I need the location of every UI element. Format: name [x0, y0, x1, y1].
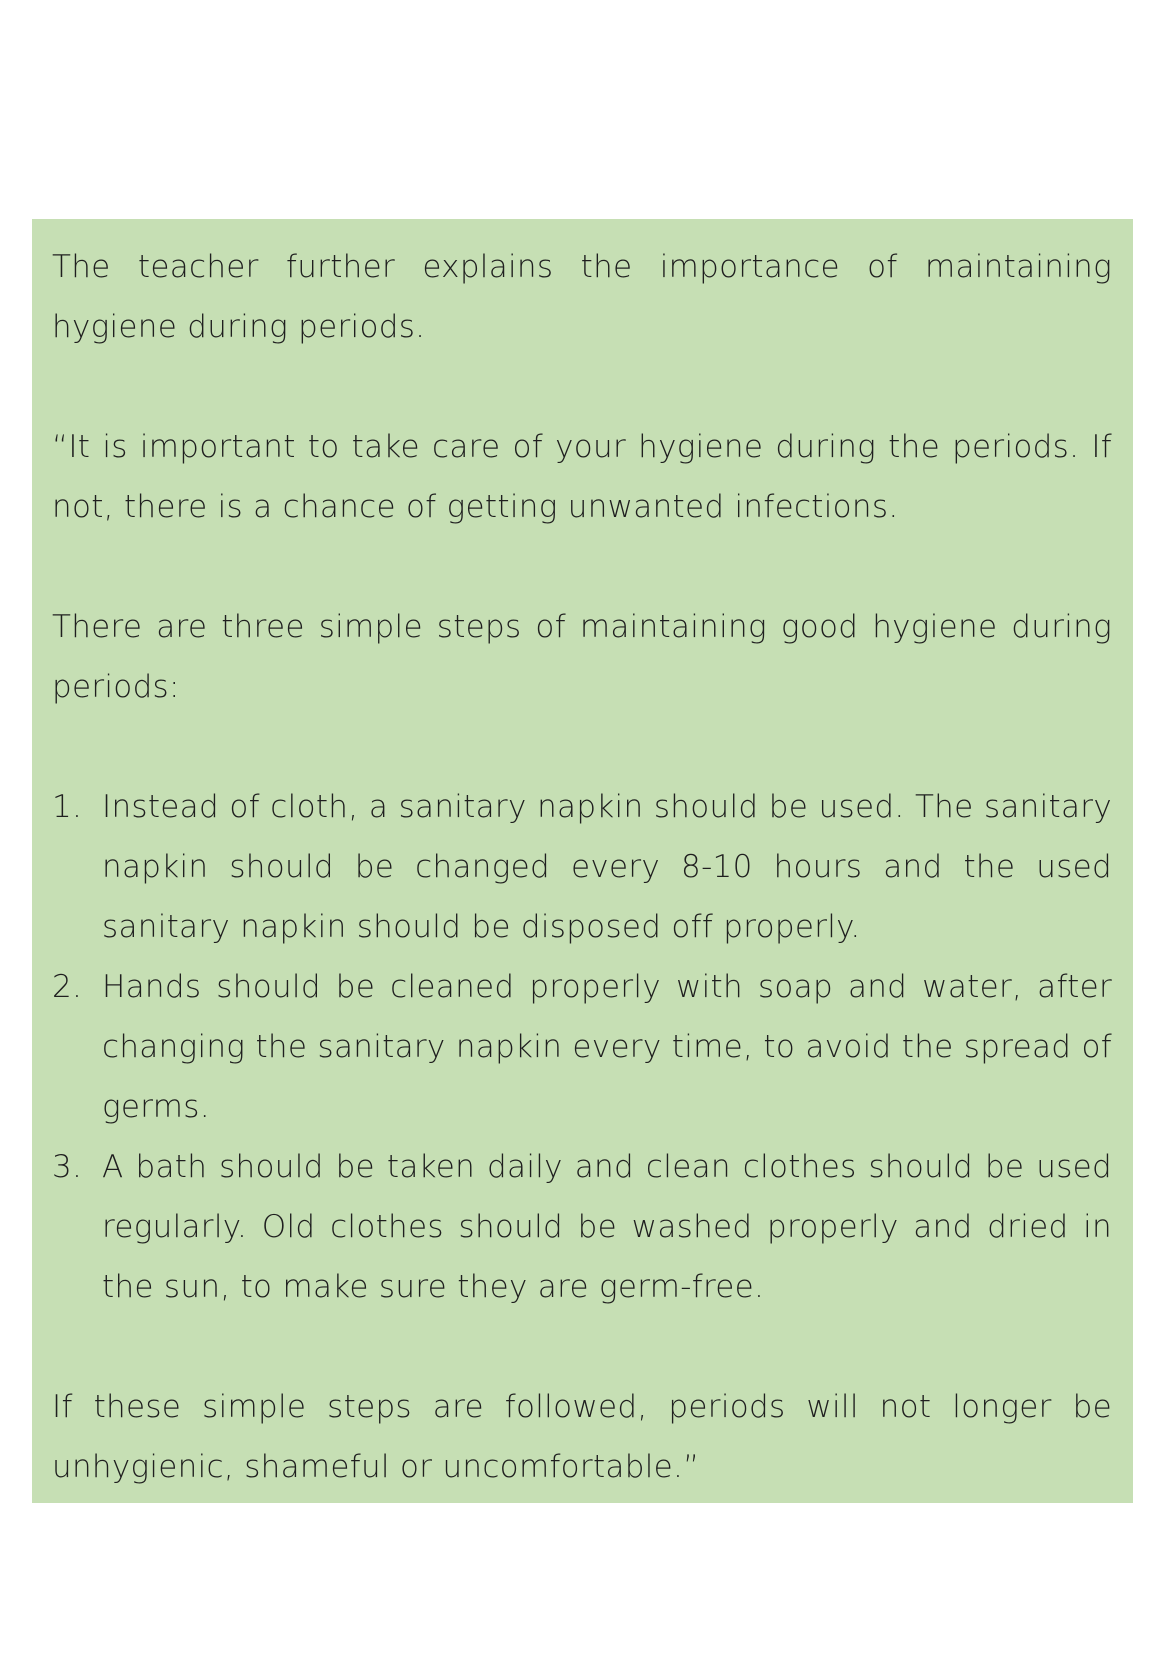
- steps-intro-paragraph: There are three simple steps of maintaining good hygiene during periods:: [52, 609, 1112, 705]
- quote-paragraph: “It is important to take care of your hygiene during the periods. If not, there is a chance of getting unwanted infections.: [52, 429, 1112, 525]
- list-item-text: Hands should be cleaned properly with soap and water, after changing the sanitary napkin every time, to avoid the spread of germs.: [102, 969, 1112, 1125]
- list-item-number: 3.: [52, 1149, 83, 1185]
- list-item: [52, 777, 1112, 957]
- list-item-number: 1.: [52, 789, 83, 825]
- hygiene-steps-list: [52, 777, 1112, 1317]
- intro-paragraph: The teacher further explains the importance of maintaining hygiene during periods.: [52, 249, 1112, 345]
- hygiene-info-panel: [32, 219, 1133, 1503]
- list-item-number: 2.: [52, 969, 83, 1005]
- list-item-text: Instead of cloth, a sanitary napkin should be used. The sanitary napkin should be changed every 8-10 hours and the used sanitary napkin should be disposed off properly.: [102, 789, 1112, 945]
- closing-paragraph: If these simple steps are followed, periods will not longer be unhygienic, shameful or uncomfortable.”: [52, 1389, 1112, 1485]
- list-item-text: A bath should be taken daily and clean clothes should be used regularly. Old clothes should be washed properly and dried in the sun, to make sure they are germ-free.: [102, 1149, 1112, 1305]
- list-item: [52, 957, 1112, 1137]
- list-item: [52, 1137, 1112, 1317]
